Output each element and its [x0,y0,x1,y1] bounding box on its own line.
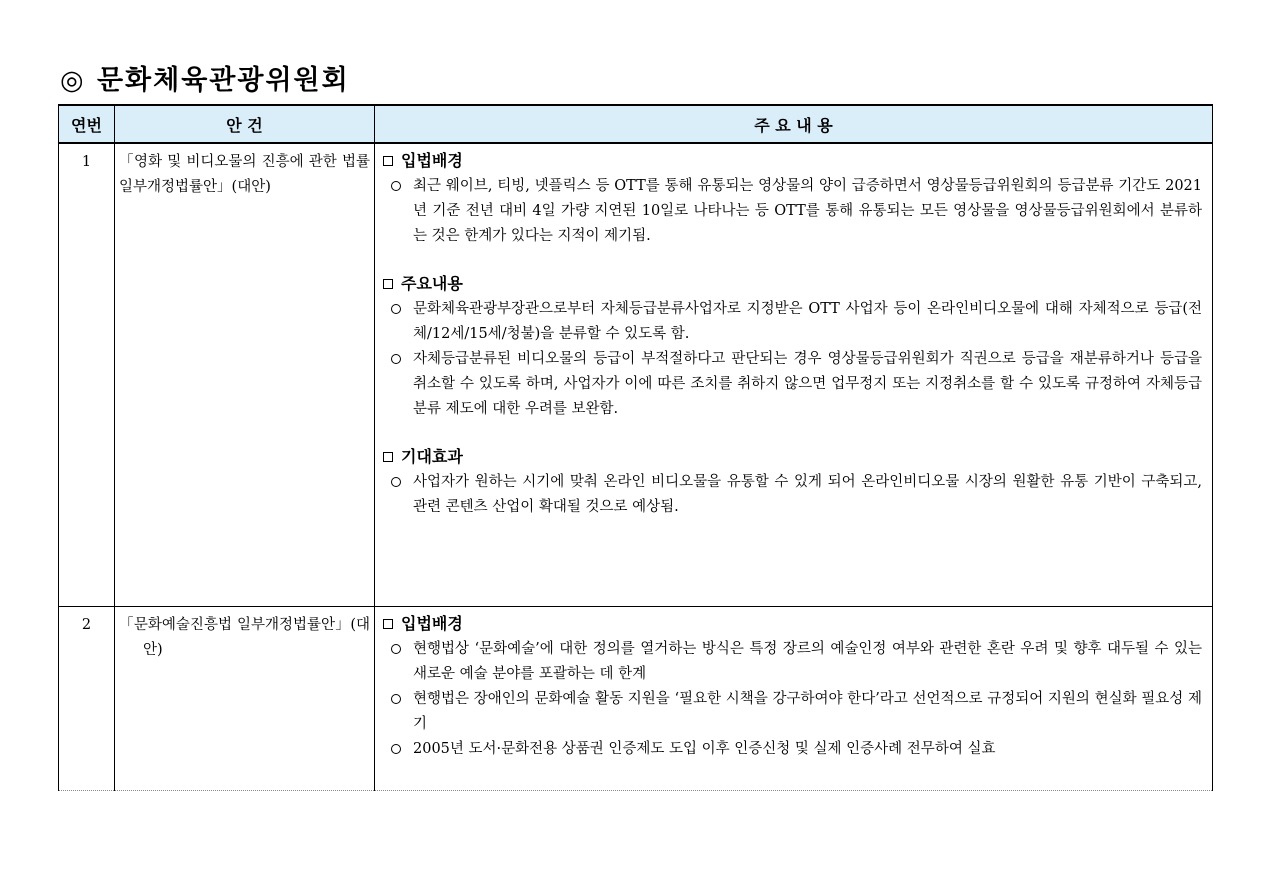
square-bullet-icon [383,619,393,629]
bullet-text: 최근 웨이브, 티빙, 넷플릭스 등 OTT를 통해 유통되는 영상물의 양이 급증하면서 영상물등급위원회의 등급분류 기간도 2021년 기준 전년 대비 4일 가량 지연된 10일로 나타나는 등 OTT를 통해 유통되는 모든 영상물을 영상물등급위원회에서 분류하는 것은 한계가 있다는 지적이 제기됨. [413,178,1202,244]
header-no: 연번 [59,105,115,143]
bullet-text: 현행법은 장애인의 문화예술 활동 지원을 ‘필요한 시책을 강구하여야 한다’라고 선언적으로 규정되어 지원의 현실화 필요성 제기 [413,691,1202,732]
content-cell [375,143,1213,607]
agenda-table [58,104,1213,791]
table-header-row [59,105,1213,143]
section-heading [383,444,1202,470]
circle-bullet-icon [391,354,401,364]
circle-bullet-icon [391,694,401,704]
agenda-item-title: 「영화 및 비디오물의 진흥에 관한 법률 일부개정법률안」(대안) [119,154,370,195]
table-row [59,607,1213,791]
bullet-item [383,174,1202,249]
section-heading [383,611,1202,637]
page-title: ◎ 문화체육관광위원회 [60,65,350,96]
row-number: 1 [59,143,115,607]
bullet-item [383,470,1202,520]
bullet-text: 문화체육관광부장관으로부터 자체등급분류사업자로 지정받은 OTT 사업자 등이 온라인비디오물에 대해 자체적으로 등급(전체/12세/15세/청불)을 분류할 수 있도록 함. [413,301,1202,342]
agenda-item-title: 「문화예술진흥법 일부개정법률안」(대안) [119,617,370,658]
section [383,148,1202,249]
section-heading-text: 입법배경 [401,614,463,633]
bullet-item [383,687,1202,737]
bullet-text: 2005년 도서·문화전용 상품권 인증제도 도입 이후 인증신청 및 실제 인증사례 전무하여 실효 [413,741,996,757]
section-heading-text: 기대효과 [401,447,463,466]
bullet-item [383,737,1202,762]
agenda-item-cell [115,143,375,607]
bullet-text: 사업자가 원하는 시기에 맞춰 온라인 비디오물을 유통할 수 있게 되어 온라인비디오물 시장의 원활한 유통 기반이 구축되고, 관련 콘텐츠 산업이 확대될 것으로 예상됨. [413,474,1202,515]
circle-bullet-icon [391,644,401,654]
content-cell [375,607,1213,791]
circle-bullet-icon [391,181,401,191]
section-heading [383,148,1202,174]
section-heading-text: 주요내용 [401,274,463,293]
bullet-text: 자체등급분류된 비디오물의 등급이 부적절하다고 판단되는 경우 영상물등급위원회가 직권으로 등급을 재분류하거나 등급을 취소할 수 있도록 하며, 사업자가 이에 따른 조치를 취하지 않으면 업무정지 또는 지정취소를 할 수 있도록 규정하여 자체등급분류 제도에 대한 우려를 보완함. [413,351,1202,417]
circle-bullet-icon [391,744,401,754]
header-content: 주 요 내 용 [375,105,1213,143]
square-bullet-icon [383,279,393,289]
section [383,271,1202,422]
section-heading [383,271,1202,297]
section-heading-text: 입법배경 [401,151,463,170]
section [383,444,1202,520]
circle-bullet-icon [391,477,401,487]
circle-bullet-icon [391,304,401,314]
header-item: 안 건 [115,105,375,143]
agenda-item-cell [115,607,375,791]
bullet-text: 현행법상 ‘문화예술’에 대한 정의를 열거하는 방식은 특정 장르의 예술인정 여부와 관련한 혼란 우려 및 향후 대두될 수 있는 새로운 예술 분야를 포괄하는 데 한계 [413,641,1202,682]
section [383,611,1202,762]
bullet-item [383,637,1202,687]
table-row [59,143,1213,607]
square-bullet-icon [383,452,393,462]
bullet-item [383,347,1202,422]
bullet-item [383,297,1202,347]
row-number: 2 [59,607,115,791]
square-bullet-icon [383,156,393,166]
